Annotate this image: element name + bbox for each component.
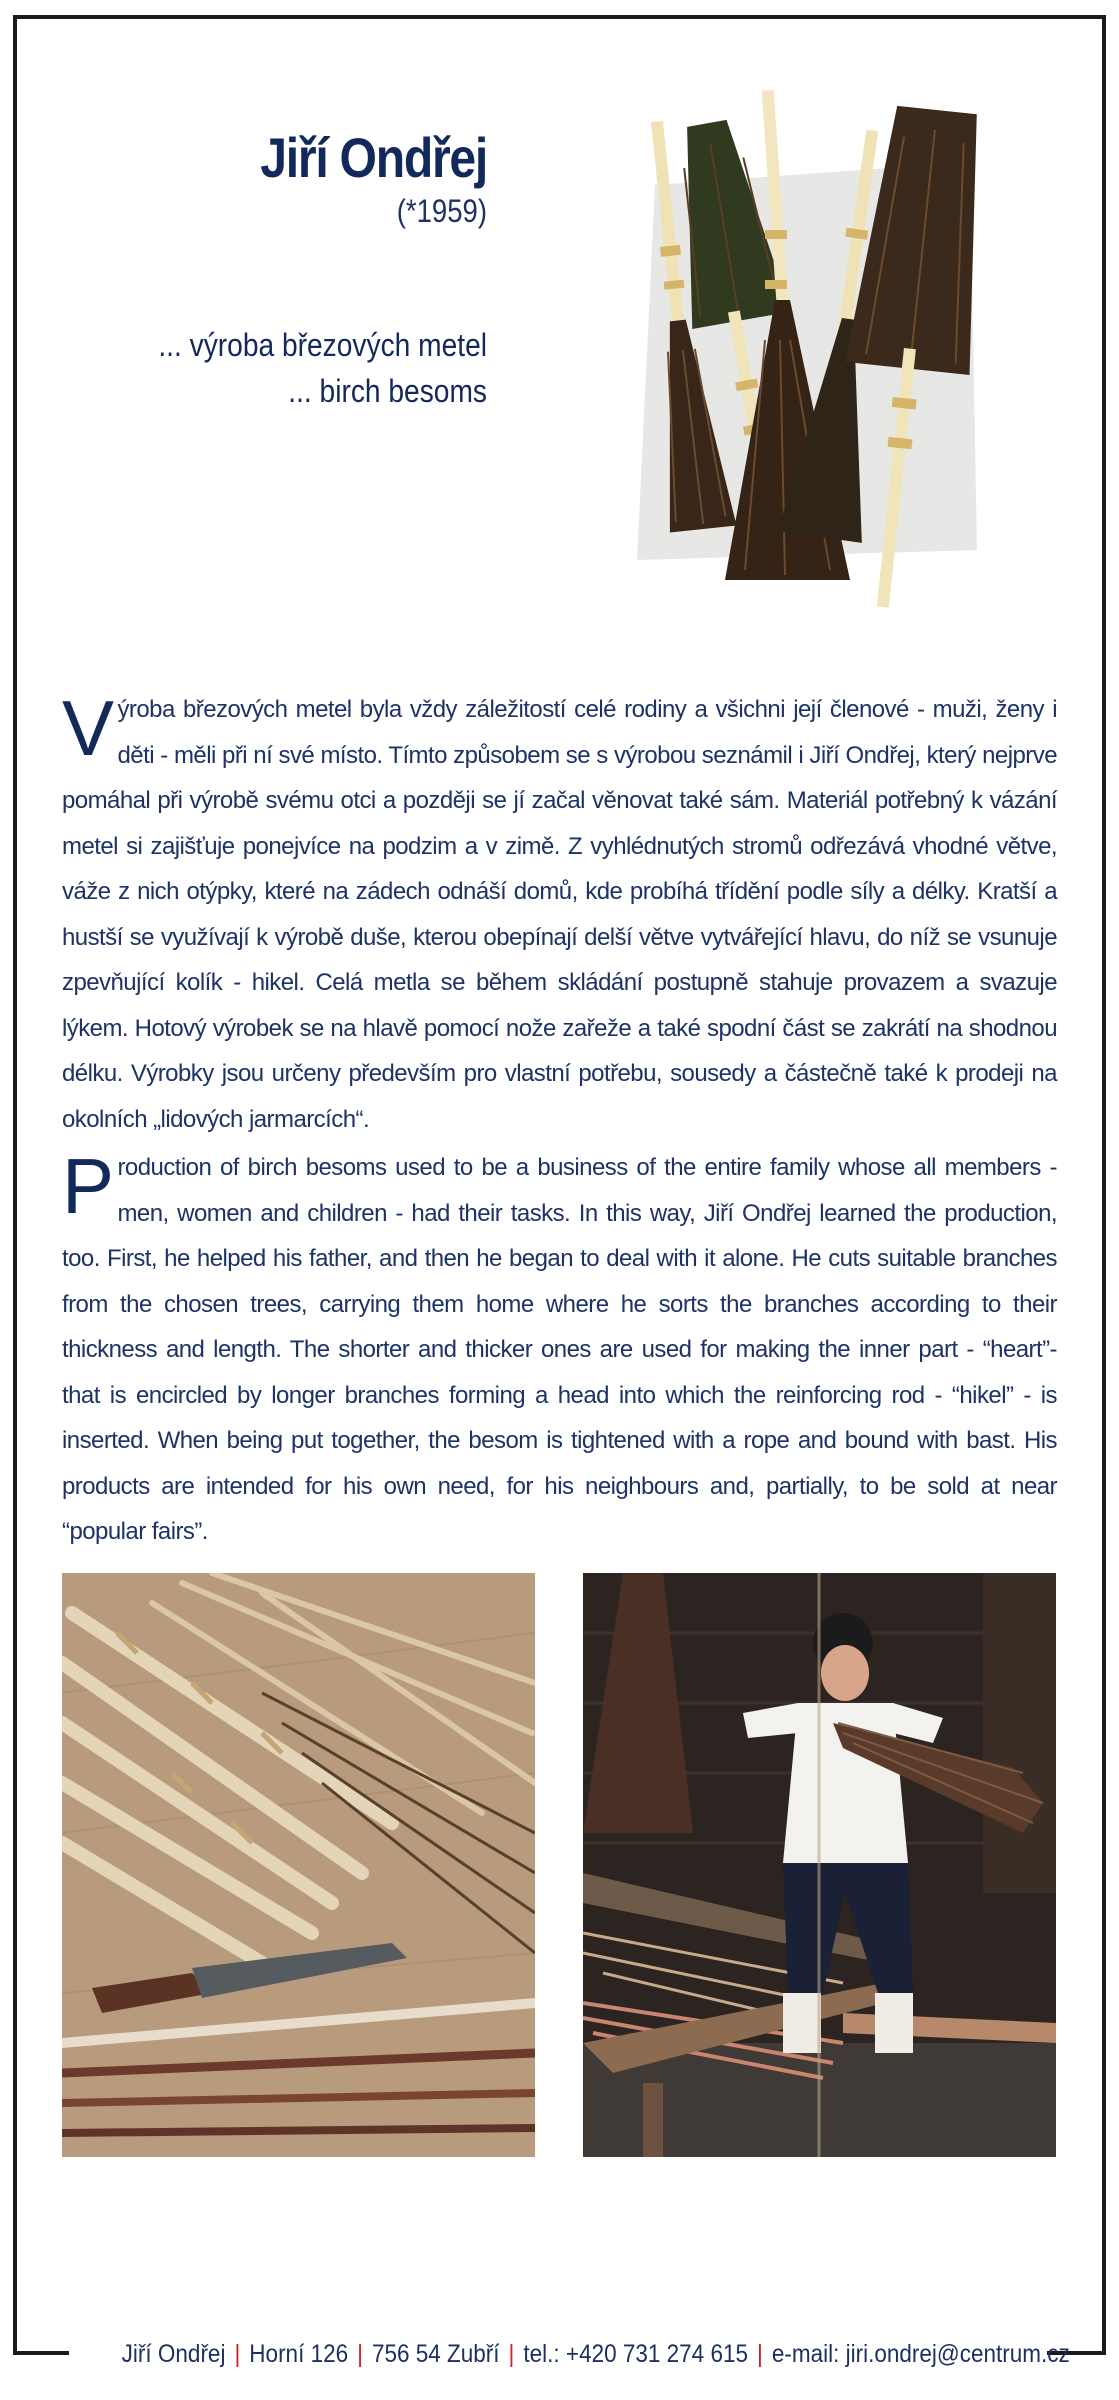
drop-cap-en: P xyxy=(62,1142,114,1230)
description-cz xyxy=(62,684,1057,1142)
frame-bottom-border-left xyxy=(13,2351,69,2355)
footer-email: e-mail: jiri.ondrej@centrum.cz xyxy=(771,2340,1070,2368)
subtitle-en: ... birch besoms xyxy=(288,373,487,409)
craft-subtitle xyxy=(60,322,487,414)
besoms-photo xyxy=(625,80,1005,625)
footer-city: 756 54 Zubří xyxy=(371,2340,500,2368)
besom-cores-knife-photo xyxy=(62,1573,535,2157)
frame-left-border xyxy=(13,15,17,2355)
subtitle-cz: ... výroba březových metel xyxy=(158,327,487,363)
header xyxy=(60,125,487,231)
footer-street: Horní 126 xyxy=(249,2340,349,2368)
craftsman-at-work-photo xyxy=(583,1573,1056,2157)
footer-phone: tel.: +420 731 274 615 xyxy=(523,2340,748,2368)
footer-separator: | xyxy=(357,2340,363,2368)
frame-top-border xyxy=(13,15,1106,19)
description-cz-body: ýroba březových metel byla vždy záležitostí celé rodiny a všichni její členové - muži, ženy i děti - měli při ní své místo. Tímto způsobem se s výrobou seznámil i Jiří Ondřej, který nejprve pomáhal při výrobě svému otci a později se jí začal věnovat také sám. Materiál potřebný k vázání metel si zajišťuje ponejvíce na podzim a v zimě. Z vyhlédnutých stromů odřezává vhodné větve, váže z nich otýpky, které na zádech odnáší domů, kde probíhá třídění podle síly a délky. Kratší a hustší se využívají k výrobě duše, kterou obepínají delší větve vytvářející hlavu, do níž se vsunuje zpevňující kolík - hikel. Celá metla se během skládání postupně stahuje provazem a svazuje lýkem. Hotový výrobek se na hlavě pomocí nože zařeže a také spodní část se zakrátí na shodnou délku. Výrobky jsou určeny především pro vlastní potřebu, sousedy a částečně také k prodeji na okolních „lidových jarmarcích“. xyxy=(62,696,1057,1133)
contact-footer xyxy=(69,2336,1070,2372)
footer-name: Jiří Ondřej xyxy=(121,2340,226,2368)
artisan-name: Jiří Ondřej xyxy=(260,126,487,189)
description-en-body: roduction of birch besoms used to be a business of the entire family whose all members - men, women and children - had their tasks. In this way, Jiří Ondřej learned the production, too. First, he helped his father, and then he began to deal with it alone. He cuts suitable branches from the chosen trees, carrying them home where he sorts the branches according to their thickness and length. The shorter and thicker ones are used for making the inner part - “heart”- that is encircled by longer branches forming a head into which the reinforcing rod - “hikel” - is inserted. When being put together, the besom is tightened with a rope and bound with bast. His products are intended for his own need, for his neighbours and, partially, to be sold at near “popular fairs”. xyxy=(62,1154,1057,1545)
description-en xyxy=(62,1142,1057,1555)
birth-year: (*1959) xyxy=(396,193,487,229)
footer-separator: | xyxy=(508,2340,515,2368)
drop-cap-cz: V xyxy=(62,684,114,772)
footer-separator: | xyxy=(234,2340,241,2368)
footer-separator: | xyxy=(756,2340,763,2368)
frame-right-border xyxy=(1102,15,1106,2355)
